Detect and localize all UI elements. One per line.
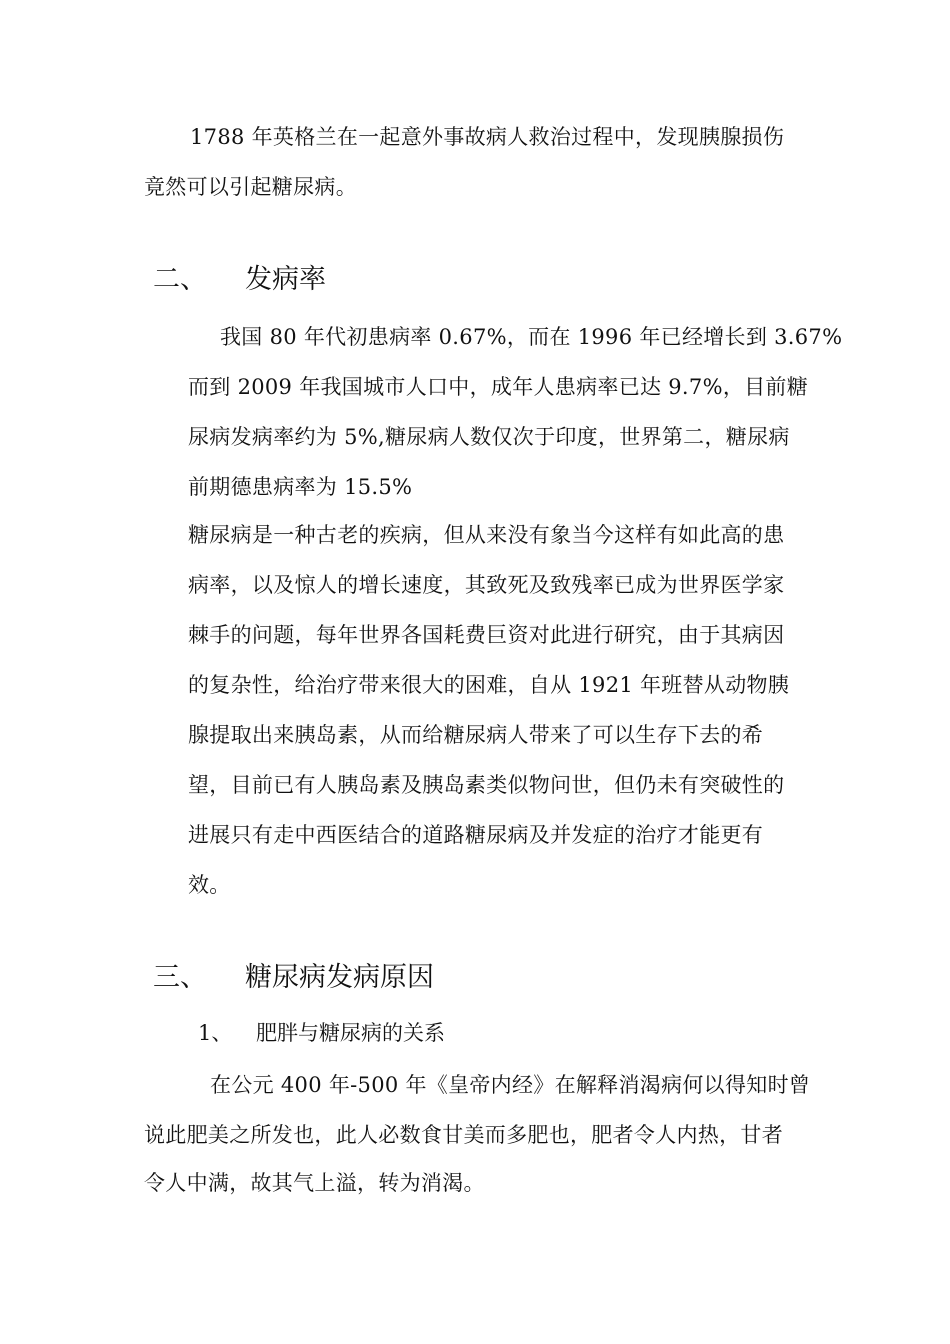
intro-line-1: 1788 年英格兰在一起意外事故病人救治过程中，发现胰腺损伤	[190, 125, 785, 149]
s2-p1-line-3: 尿病发病率约为 5%,糖尿病人数仅次于印度，世界第二，糖尿病	[188, 425, 790, 449]
section-2-heading	[153, 264, 326, 296]
s3-p-line-3: 令人中满，故其气上溢，转为消渴。	[144, 1171, 485, 1195]
section-2-number: 二、	[153, 264, 207, 295]
section-3-number: 三、	[153, 962, 207, 993]
s3-p-line-1: 在公元 400 年-500 年《皇帝内经》在解释消渴病何以得知时曾	[210, 1073, 811, 1097]
s2-p2-line-6: 望，目前已有人胰岛素及胰岛素类似物问世，但仍未有突破性的	[188, 773, 785, 797]
section-3-sub-1	[198, 1020, 445, 1046]
section-3-heading	[153, 962, 434, 994]
intro-line-2: 竟然可以引起糖尿病。	[144, 175, 357, 199]
sub-1-title: 肥胖与糖尿病的关系	[256, 1021, 445, 1045]
s2-p2-line-2: 病率，以及惊人的增长速度，其致死及致残率已成为世界医学家	[188, 573, 785, 597]
s2-p1-line-4: 前期德患病率为 15.5%	[188, 475, 413, 499]
s2-p2-line-4: 的复杂性，给治疗带来很大的困难，自从 1921 年班替从动物胰	[188, 673, 790, 697]
section-2-title: 发病率	[245, 264, 326, 295]
s3-p-line-2: 说此肥美之所发也，此人必数食甘美而多肥也，肥者令人内热，甘者	[144, 1123, 783, 1147]
s2-p2-line-3: 棘手的问题，每年世界各国耗费巨资对此进行研究，由于其病因	[188, 623, 785, 647]
section-3-title: 糖尿病发病原因	[245, 962, 434, 993]
sub-1-number: 1、	[198, 1021, 233, 1045]
s2-p1-line-2: 而到 2009 年我国城市人口中，成年人患病率已达 9.7%，目前糖	[188, 375, 809, 399]
s2-p2-line-5: 腺提取出来胰岛素，从而给糖尿病人带来了可以生存下去的希	[188, 723, 764, 747]
s2-p2-line-7: 进展只有走中西医结合的道路糖尿病及并发症的治疗才能更有	[188, 823, 764, 847]
s2-p2-line-1: 糖尿病是一种古老的疾病，但从来没有象当今这样有如此高的患	[188, 523, 785, 547]
s2-p1-line-1: 我国 80 年代初患病率 0.67%，而在 1996 年已经增长到 3.67%	[220, 325, 843, 349]
s2-p2-line-8: 效。	[188, 873, 231, 897]
